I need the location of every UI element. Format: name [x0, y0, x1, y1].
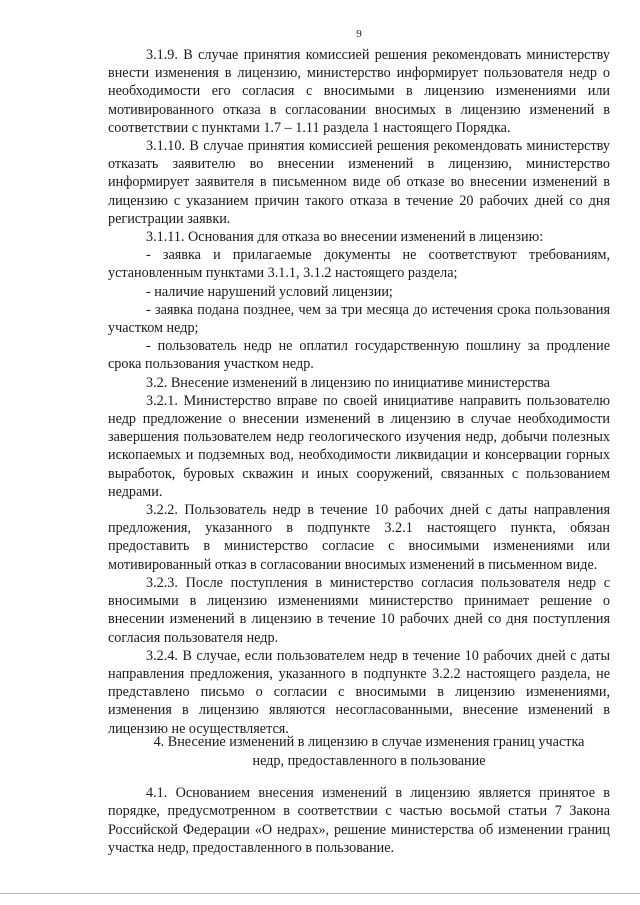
paragraph-3-2-2: 3.2.2. Пользователь недр в течение 10 рабочих дней с даты направления предложения, указанного в подпункте 3.2.1 настоящего пункта, обязан предоставить в министерство согласие с вносимыми изменениями или мотивированный отказ в согласовании вносимых изменений в письменном виде. — [108, 502, 610, 573]
paragraph-3-1-11: 3.1.11. Основания для отказа во внесении изменений в лицензию: — [146, 229, 544, 246]
bottom-scan-edge — [0, 893, 640, 894]
paragraph-3-1-11-item-2: - наличие нарушений условий лицензии; — [146, 283, 393, 300]
page-number: 9 — [356, 28, 362, 40]
paragraph-4-1: 4.1. Основанием внесения изменений в лицензию является принятое в порядке, предусмотренном в соответствии с частью восьмой статьи 7 Закона Российской Федерации «О недрах», решение министерства об изменении границ участка недр, предоставленного в пользование. — [108, 785, 610, 857]
paragraph-3-1-10: 3.1.10. В случае принятия комиссией решения рекомендовать министерству отказать заявителю во внесении изменений в лицензию, министерство информирует заявителя в письменном виде об отказе во внесении изменений в лицензию с указанием причин такого отказа в течение 20 рабочих дней со дня регистрации заявки. — [108, 138, 610, 227]
paragraph-3-1-11-item-1: - заявка и прилагаемые документы не соответствуют требованиям, установленным пунктами 3.1.1, 3.1.2 настоящего раздела; — [108, 247, 610, 282]
paragraph-3-2-3: 3.2.3. После поступления в министерство согласия пользователя недр с вносимыми в лицензию изменениями министерство принимает решение о внесении изменений в лицензию в течение 10 рабочих дней со дня поступления согласия пользователя недр. — [108, 574, 610, 646]
paragraph-3-1-9: 3.1.9. В случае принятия комиссией решения рекомендовать министерству внести изменения в лицензию, министерство информирует пользователя недр о необходимости его согласия с вносимыми в лицензию изменениями или мотивированного отказа в согласовании вносимых в лицензию изменений в соответствии с пунктами 1.7 – 1.11 раздела 1 настоящего Порядка. — [108, 47, 610, 136]
section-4-heading-line-1: 4. Внесение изменений в лицензию в случае изменения границ участка — [153, 734, 585, 750]
paragraph-3-2-1: 3.2.1. Министерство вправе по своей инициативе направить пользователю недр предложение о внесении изменений в лицензию в случае необходимости завершения пользователем недр геологического изучения недр, добычи полезных ископаемых и подземных вод, необходимости ликвидации и консервации горных выработок, буровых скважин и иных сооружений, связанных с пользованием недрами. — [108, 392, 610, 500]
section-4-body — [108, 784, 610, 858]
paragraph-3-2-4: 3.2.4. В случае, если пользователем недр в течение 10 рабочих дней с даты направления предложения, указанного в подпункте 3.2.2 настоящего раздела, не представлено письмо о согласии с вносимыми в лицензию изменениями, изменения в лицензию являются несогласованными, внесение изменений в лицензию не осуществляется. — [108, 647, 610, 737]
section-4-heading-line-2: недр, предоставленного в пользование — [252, 752, 486, 769]
paragraph-3-2: 3.2. Внесение изменений в лицензию по инициативе министерства — [146, 374, 550, 391]
body-text — [108, 46, 610, 738]
paragraph-3-1-11-item-4: - пользователь недр не оплатил государственную пошлину за продление срока пользования участком недр. — [108, 338, 610, 373]
section-4-heading — [108, 733, 610, 770]
paragraph-3-1-11-item-3: - заявка подана позднее, чем за три месяца до истечения срока пользования участком недр; — [108, 301, 610, 337]
